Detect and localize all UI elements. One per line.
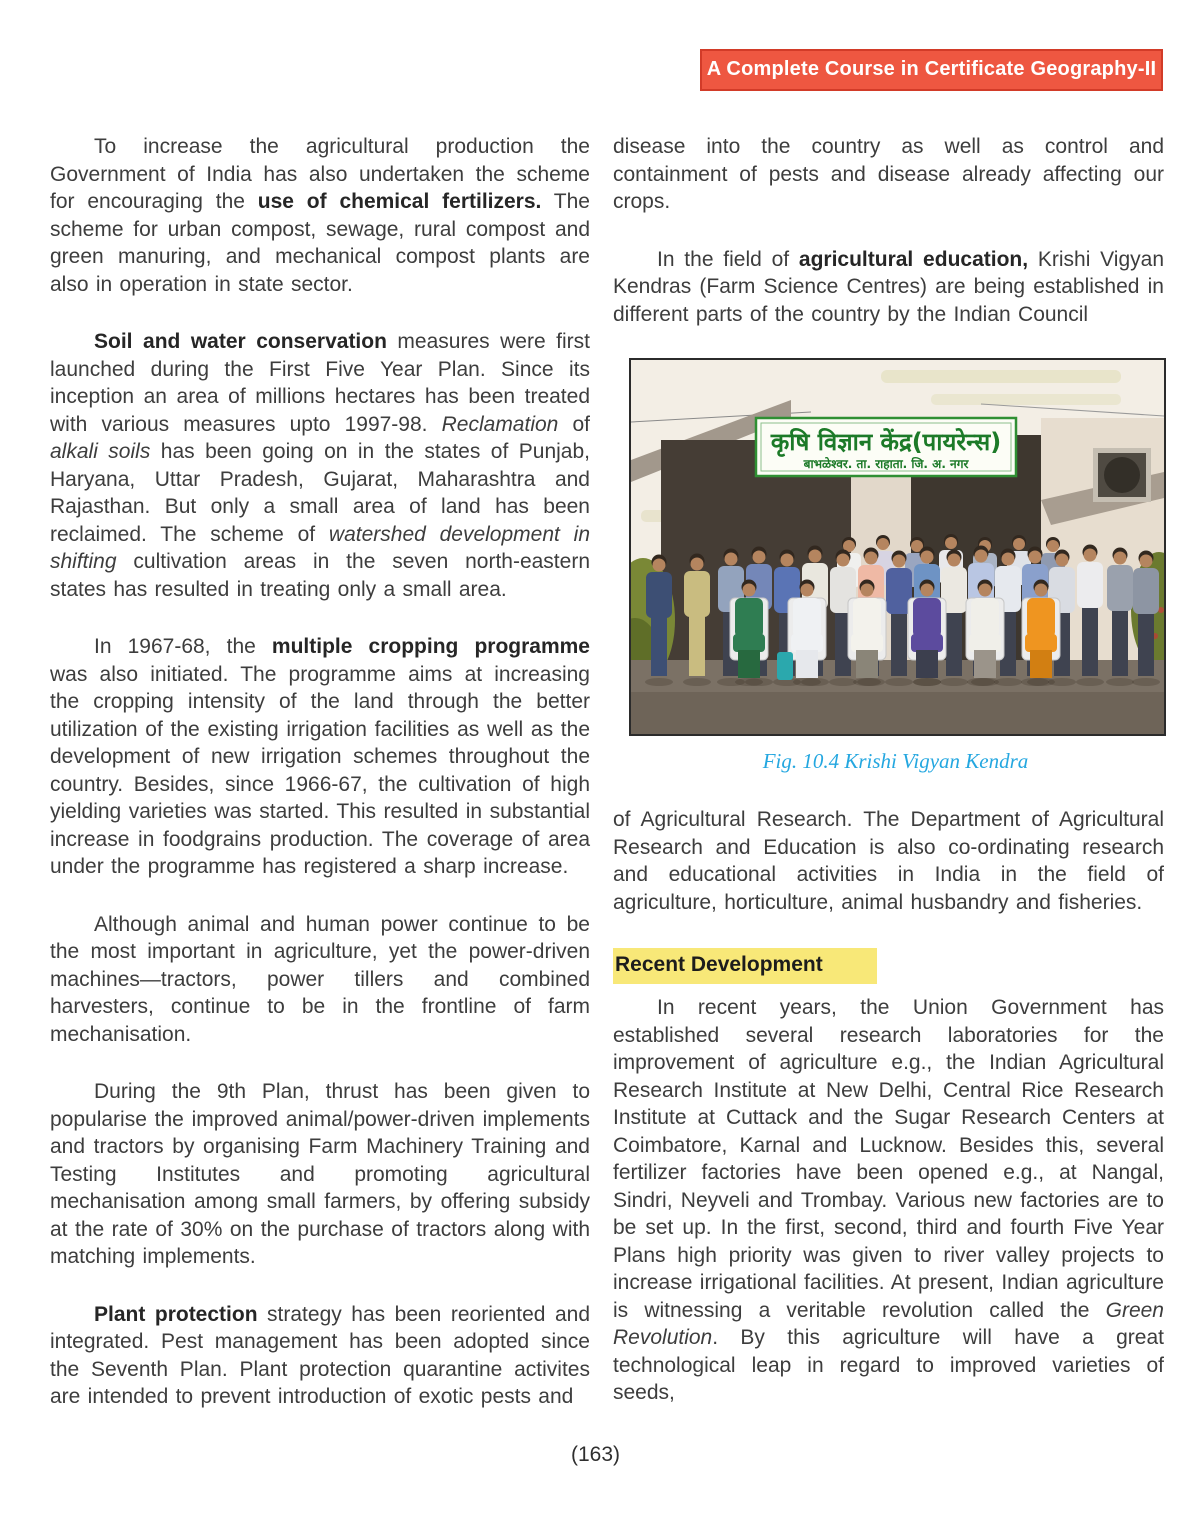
- bag: [777, 652, 793, 680]
- paragraph-agricultural-education: In the field of agricultural education, Krishi Vigyan Kendras (Farm Science Centres) are being established in different parts of the country by the Indian Council: [613, 247, 1164, 326]
- sign-text-line2: बाभळेश्वर. ता. राहाता. जि. अ. नगर: [803, 457, 969, 471]
- figure-caption: Fig. 10.4 Krishi Vigyan Kendra: [762, 749, 1029, 773]
- paragraph-plant-protection: Plant protection strategy has been reoriented and integrated. Pest management has been adopted since the Seventh Plan. Plant protection quarantine activites are intended to prevent introduction of exotic pests and: [50, 1302, 591, 1408]
- paragraph-chemical-fertilizers: To increase the agricultural production the Government of India has also undertaken the scheme for encouraging the use of chemical fertilizers. The scheme for urban compost, sewage, rural compost and green manuring, and mechanical compost plants are also in operation in state sector.: [50, 135, 590, 296]
- paragraph-recent-development: In recent years, the Union Government has established several research laboratories for the improvement of agriculture e.g., the Indian Agricultural Research Institute at New Delhi, Central Rice Research Institute at Cuttack and the Sugar Research Centers at Coimbatore, Karnal and Lucknow. Besides this, several fertilizer factories have been opened e.g., at Nangal, Sindri, Neyveli and Trombay. Various new factories are to be set up. In the first, second, third and fourth Five Year Plans high priority was given to river valley projects to increase irrigational facilities. At present, Indian agriculture is witnessing a veritable revolution called the Green Revolution. By this agriculture will have a great technological leap in regard to improved varieties of seeds,: [613, 996, 1164, 1404]
- paragraph-multiple-cropping: In 1967-68, the multiple cropping programme was also initiated. The programme aims at increasing the cropping intensity of the land through the better utilization of the existing irrigation facilities as well as the development of new irrigation schemes throughout the country. Besides, since 1966-67, the cultivation of high yielding varieties was started. This resulted in substantial increase in foodgrains production. The coverage of area under the programme has registered a sharp increase.: [50, 635, 590, 878]
- paragraph-pests-continuation: disease into the country as well as control and containment of pests and disease already affecting our crops.: [613, 135, 1164, 213]
- page-number: (163): [570, 1443, 621, 1466]
- page-header-banner: [700, 49, 1163, 91]
- paragraph-ninth-plan: During the 9th Plan, thrust has been given to popularise the improved animal/power-driven implements and tractors by organising Farm Machinery Training and Testing Institutes and promoting agricultural mechanisation among small farmers, by offering subsidy at the rate of 30% on the purchase of tractors along with matching implements.: [50, 1080, 590, 1268]
- header-title: A Complete Course in Certificate Geography-II: [706, 58, 1157, 80]
- paragraph-farm-mechanisation: Although animal and human power continue to be the most important in agriculture, yet the power-driven machines—tractors, power tillers and combined harvesters, continue to be in the frontline of farm mechanisation.: [50, 912, 590, 1046]
- figure-photo-krishi-vigyan-kendra: [629, 358, 1166, 736]
- right-column: [613, 133, 1164, 1437]
- left-column: [50, 133, 590, 1441]
- kvk-sign-board: [756, 418, 1016, 476]
- paragraph-icar-continuation: of Agricultural Research. The Department of Agricultural Research and Education is also co-ordinating research and educational activities in India in the field of agriculture, horticulture, animal husbandry and fisheries.: [613, 808, 1164, 914]
- air-conditioner-unit: [1093, 448, 1151, 502]
- group-photo-illustration: [631, 360, 1164, 734]
- section-heading-recent-development: Recent Development: [613, 948, 877, 984]
- paragraph-soil-water-conservation: Soil and water conservation measures were first launched during the First Five Year Plan. Since its inception an area of millions hectares has been treated with various measures upto 1997-98. Reclamation of alkali soils has been going on in the states of Punjab, Haryana, Uttar Pradesh, Gujarat, Maharashtra and Rajasthan. But only a small area of land has been reclaimed. The scheme of watershed development in shifting cultivation areas in the seven north-eastern states has resulted in treating only a small area.: [50, 330, 590, 601]
- sign-text-line1: कृषि विज्ञान केंद्र(पायरेन्स): [770, 428, 1002, 456]
